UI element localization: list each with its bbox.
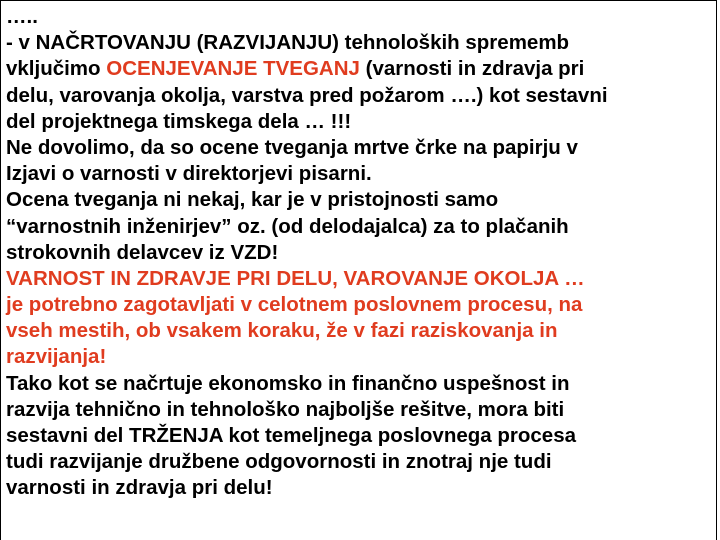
text-line — [6, 56, 714, 82]
text-run: del projektnega timskega dela … !!! — [6, 109, 352, 133]
highlighted-text-run: VARNOST IN ZDRAVJE PRI DELU, VAROVANJE OKOLJA … — [6, 266, 585, 290]
text-line — [6, 266, 714, 292]
highlighted-text-run: je potrebno zagotavljati v celotnem poslovnem procesu, na — [6, 293, 583, 317]
text-line — [6, 240, 714, 266]
text-run: - v NAČRTOVANJU (RAZVIJANJU) tehnoloških sprememb — [6, 31, 570, 55]
text-line — [6, 423, 714, 449]
text-run: varnosti in zdravja pri delu! — [6, 476, 273, 500]
highlighted-text-run: vseh mestih, ob vsakem koraku, že v fazi raziskovanja in — [6, 319, 558, 343]
text-line — [6, 292, 714, 318]
text-line — [6, 4, 714, 30]
text-run: delu, varovanja okolja, varstva pred požarom ….) kot sestavni — [6, 83, 608, 107]
text-line — [6, 83, 714, 109]
text-line — [6, 318, 714, 344]
text-line — [6, 475, 714, 501]
highlighted-text-run: OCENJEVANJE TVEGANJ — [106, 57, 360, 81]
text-line — [6, 344, 714, 370]
text-line — [6, 161, 714, 187]
text-run: razvija tehnično in tehnološko najboljše rešitve, mora biti — [6, 397, 565, 421]
text-run: tudi razvijanje družbene odgovornosti in znotraj nje tudi — [6, 450, 552, 474]
text-run: strokovnih delavcev iz VZD! — [6, 240, 279, 264]
text-run: (varnosti in zdravja pri — [359, 57, 585, 81]
text-line — [6, 187, 714, 213]
text-line — [6, 214, 714, 240]
text-line — [6, 397, 714, 423]
text-run: Izjavi o varnosti v direktorjevi pisarni. — [6, 162, 372, 186]
text-run: Tako kot se načrtuje ekonomsko in finančno uspešnost in — [6, 371, 570, 395]
text-run: ….. — [6, 5, 38, 28]
text-line — [6, 449, 714, 475]
text-run: Ocena tveganja ni nekaj, kar je v pristojnosti samo — [6, 188, 499, 212]
highlighted-text-run: razvijanja! — [6, 345, 107, 369]
text-run: “varnostnih inženirjev” oz. (od delodajalca) za to plačanih — [6, 214, 569, 238]
text-line — [6, 109, 714, 135]
text-run: Ne dovolimo, da so ocene tveganja mrtve črke na papirju v — [6, 135, 578, 159]
text-line — [6, 135, 714, 161]
text-line — [6, 30, 714, 56]
slide-text-body — [6, 4, 714, 502]
text-line — [6, 371, 714, 397]
text-run: sestavni del TRŽENJA kot temeljnega poslovnega procesa — [6, 424, 576, 447]
text-run: vključimo — [6, 57, 107, 81]
